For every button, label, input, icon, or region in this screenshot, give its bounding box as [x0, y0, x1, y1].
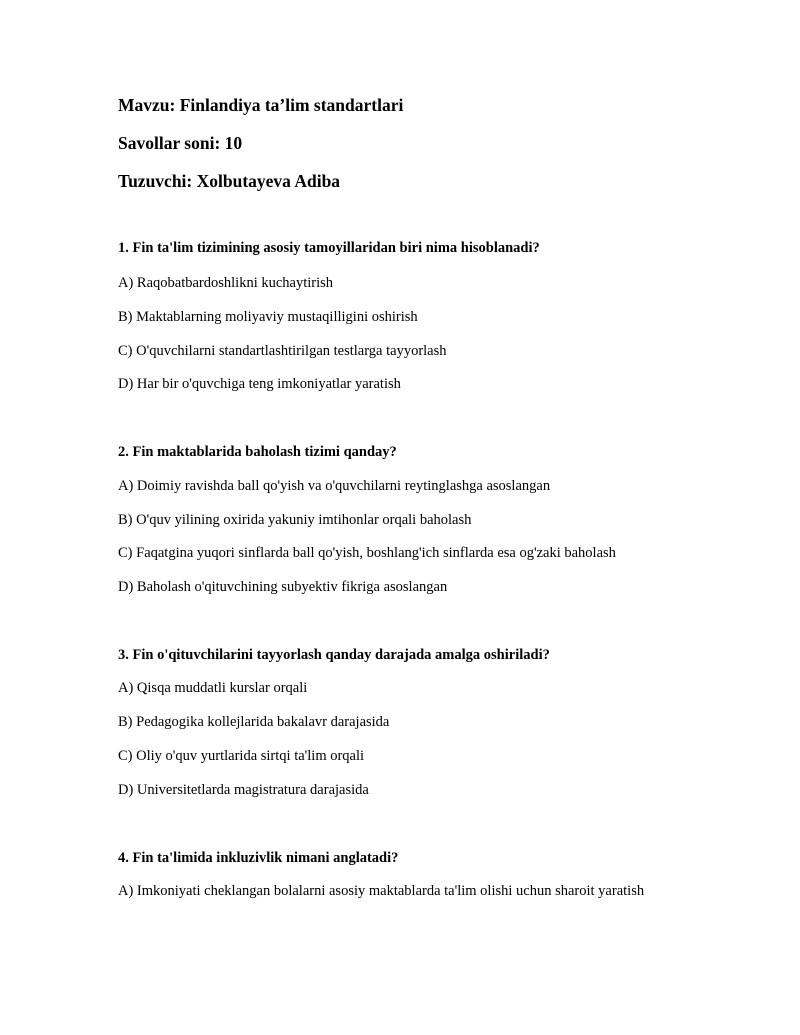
question-2-option-b: B) O'quv yilining oxirida yakuniy imtihonlar orqali baholash: [118, 512, 472, 528]
question-1-option-b: B) Maktablarning moliyaviy mustaqilligini oshirish: [118, 309, 418, 325]
question-2-option-d: D) Baholash o'qituvchining subyektiv fikriga asoslangan: [118, 579, 448, 595]
question-count-heading: Savollar soni: 10: [118, 133, 243, 153]
question-3-option-d: D) Universitetlarda magistratura darajasida: [118, 782, 369, 798]
question-4-option-a: A) Imkoniyati cheklangan bolalarni asosiy maktablarda ta'lim olishi uchun sharoit yaratish: [118, 883, 645, 899]
question-3-text: 3. Fin o'qituvchilarini tayyorlash qanday darajada amalga oshiriladi?: [118, 647, 550, 663]
question-3-option-c: C) Oliy o'quv yurtlarida sirtqi ta'lim orqali: [118, 748, 365, 764]
question-1-option-c: C) O'quvchilarni standartlashtirilgan testlarga tayyorlash: [118, 343, 447, 359]
question-2-option-c: C) Faqatgina yuqori sinflarda ball qo'yish, boshlang'ich sinflarda esa og'zaki baholash: [118, 545, 616, 561]
question-1-option-a: A) Raqobatbardoshlikni kuchaytirish: [118, 275, 334, 291]
topic-heading: Mavzu: Finlandiya ta’lim standartlari: [118, 95, 404, 115]
question-4-text: 4. Fin ta'limida inkluzivlik nimani anglatadi?: [118, 850, 399, 866]
question-3-option-a: A) Qisqa muddatli kurslar orqali: [118, 680, 308, 696]
question-3-option-b: B) Pedagogika kollejlarida bakalavr darajasida: [118, 714, 390, 730]
question-1-text: 1. Fin ta'lim tizimining asosiy tamoyillaridan biri nima hisoblanadi?: [118, 240, 540, 256]
author-heading: Tuzuvchi: Xolbutayeva Adiba: [118, 171, 341, 191]
question-2-option-a: A) Doimiy ravishda ball qo'yish va o'quvchilarni reytinglashga asoslangan: [118, 478, 551, 494]
question-2-text: 2. Fin maktablarida baholash tizimi qanday?: [118, 444, 397, 460]
question-1-option-d: D) Har bir o'quvchiga teng imkoniyatlar yaratish: [118, 376, 401, 392]
